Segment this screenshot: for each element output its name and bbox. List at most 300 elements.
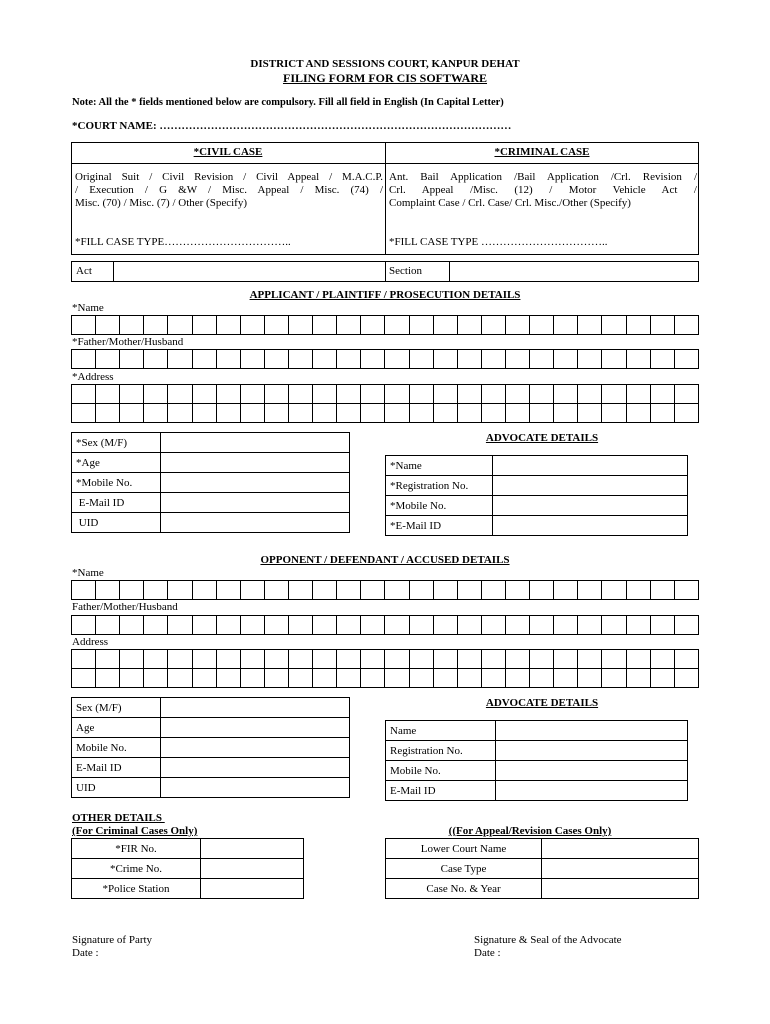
char-cell[interactable] (506, 316, 530, 334)
char-cell[interactable] (289, 581, 313, 599)
char-cell[interactable] (120, 581, 144, 599)
char-cell[interactable] (313, 669, 337, 687)
char-cell[interactable] (265, 404, 289, 422)
opponent-address-label: Address (72, 636, 109, 648)
char-cell[interactable] (602, 669, 626, 687)
char-cell[interactable] (651, 350, 675, 368)
char-cell[interactable] (554, 616, 578, 634)
applicant-address-label: *Address (72, 371, 114, 383)
appeal-details-table (385, 838, 699, 899)
advocate-signature-label: Signature & Seal of the Advocate (474, 934, 622, 946)
char-cell[interactable] (434, 669, 458, 687)
char-cell[interactable] (578, 316, 602, 334)
char-cell[interactable] (385, 350, 409, 368)
char-cell[interactable] (385, 316, 409, 334)
char-cell[interactable] (193, 316, 217, 334)
char-cell[interactable] (458, 616, 482, 634)
civil-case-line: Original Suit / Civil Revision / Civil Appeal / M.A.C.P. (75, 171, 383, 183)
char-cell[interactable] (554, 404, 578, 422)
char-cell[interactable] (193, 616, 217, 634)
criminal-case-heading: *CRIMINAL CASE (494, 146, 590, 158)
char-cell[interactable] (506, 404, 530, 422)
opponent-advocate-table (385, 720, 688, 801)
opponent-relation-grid[interactable] (71, 615, 699, 635)
table-row (386, 859, 699, 879)
char-cell[interactable] (96, 316, 120, 334)
char-cell[interactable] (675, 669, 699, 687)
field-label: Case No. & Year (386, 879, 542, 899)
char-cell[interactable] (651, 616, 675, 634)
char-cell[interactable] (434, 404, 458, 422)
char-cell[interactable] (96, 350, 120, 368)
char-cell[interactable] (120, 404, 144, 422)
char-cell[interactable] (651, 404, 675, 422)
field-label: Name (386, 721, 496, 741)
char-cell[interactable] (168, 650, 192, 668)
char-cell[interactable] (627, 404, 651, 422)
char-cell[interactable] (458, 581, 482, 599)
field-label: *Age (72, 453, 161, 473)
table-row (386, 761, 688, 781)
char-cell[interactable] (482, 350, 506, 368)
field-input[interactable] (201, 859, 304, 879)
table-row (386, 476, 688, 496)
applicant-details-table (71, 432, 350, 533)
char-cell[interactable] (530, 650, 554, 668)
char-cell[interactable] (241, 404, 265, 422)
char-cell[interactable] (434, 385, 458, 403)
char-cell[interactable] (530, 316, 554, 334)
field-input[interactable] (496, 781, 688, 801)
char-cell[interactable] (265, 650, 289, 668)
char-cell[interactable] (602, 616, 626, 634)
party-signature-label: Signature of Party (72, 934, 153, 946)
char-cell[interactable] (241, 316, 265, 334)
field-label: E-Mail ID (72, 493, 161, 513)
field-label: *Mobile No. (386, 496, 493, 516)
char-cell[interactable] (627, 650, 651, 668)
char-cell[interactable] (193, 581, 217, 599)
char-cell[interactable] (554, 650, 578, 668)
char-cell[interactable] (120, 616, 144, 634)
table-row (72, 758, 350, 778)
char-cell[interactable] (193, 404, 217, 422)
char-cell[interactable] (361, 316, 385, 334)
char-cell[interactable] (385, 404, 409, 422)
char-cell[interactable] (337, 616, 361, 634)
field-input[interactable] (542, 859, 699, 879)
char-cell[interactable] (458, 650, 482, 668)
char-cell[interactable] (289, 404, 313, 422)
table-row (386, 879, 699, 899)
char-cell[interactable] (313, 385, 337, 403)
char-cell[interactable] (168, 616, 192, 634)
char-cell[interactable] (482, 616, 506, 634)
field-label: Registration No. (386, 741, 496, 761)
char-cell[interactable] (96, 581, 120, 599)
char-cell[interactable] (265, 316, 289, 334)
applicant-name-grid[interactable] (71, 315, 699, 335)
char-cell[interactable] (651, 316, 675, 334)
char-cell[interactable] (265, 616, 289, 634)
char-cell[interactable] (482, 385, 506, 403)
opponent-details-table (71, 697, 350, 798)
char-cell[interactable] (313, 316, 337, 334)
char-cell[interactable] (168, 385, 192, 403)
criminal-only-heading: (For Criminal Cases Only) (72, 825, 198, 837)
char-cell[interactable] (530, 616, 554, 634)
table-row (72, 879, 304, 899)
char-cell[interactable] (168, 350, 192, 368)
char-cell[interactable] (385, 385, 409, 403)
char-cell[interactable] (96, 385, 120, 403)
char-cell[interactable] (361, 404, 385, 422)
char-cell[interactable] (578, 650, 602, 668)
char-cell[interactable] (651, 650, 675, 668)
field-label: *Name (386, 456, 493, 476)
opponent-relation-label: Father/Mother/Husband (72, 601, 178, 613)
char-cell[interactable] (578, 669, 602, 687)
char-cell[interactable] (265, 669, 289, 687)
char-cell[interactable] (385, 669, 409, 687)
char-cell[interactable] (675, 404, 699, 422)
char-cell[interactable] (434, 650, 458, 668)
char-cell[interactable] (96, 616, 120, 634)
char-cell[interactable] (241, 650, 265, 668)
char-cell[interactable] (458, 404, 482, 422)
char-cell[interactable] (361, 616, 385, 634)
court-name-field[interactable]: *COURT NAME: …………………………………………………………………………………… (72, 120, 512, 132)
char-cell[interactable] (578, 581, 602, 599)
char-cell[interactable] (410, 316, 434, 334)
char-cell[interactable] (168, 404, 192, 422)
char-cell[interactable] (675, 581, 699, 599)
field-input[interactable] (161, 453, 350, 473)
act-input[interactable] (117, 262, 383, 281)
opponent-address-grid[interactable] (71, 649, 699, 669)
char-cell[interactable] (72, 316, 96, 334)
char-cell[interactable] (144, 581, 168, 599)
char-cell[interactable] (602, 385, 626, 403)
char-cell[interactable] (289, 350, 313, 368)
char-cell[interactable] (410, 404, 434, 422)
opponent-advocate-heading: ADVOCATE DETAILS (485, 697, 599, 709)
char-cell[interactable] (554, 669, 578, 687)
char-cell[interactable] (313, 581, 337, 599)
char-cell[interactable] (506, 669, 530, 687)
char-cell[interactable] (602, 350, 626, 368)
field-input[interactable] (161, 758, 350, 778)
char-cell[interactable] (241, 616, 265, 634)
char-cell[interactable] (410, 581, 434, 599)
table-row (72, 859, 304, 879)
opponent-name-grid[interactable] (71, 580, 699, 600)
char-cell[interactable] (193, 650, 217, 668)
char-cell[interactable] (627, 669, 651, 687)
char-cell[interactable] (361, 669, 385, 687)
char-cell[interactable] (120, 669, 144, 687)
applicant-address-grid[interactable] (71, 384, 699, 404)
field-input[interactable] (493, 516, 688, 536)
char-cell[interactable] (627, 385, 651, 403)
char-cell[interactable] (168, 581, 192, 599)
char-cell[interactable] (72, 616, 96, 634)
char-cell[interactable] (337, 316, 361, 334)
char-cell[interactable] (265, 581, 289, 599)
field-label: Sex (M/F) (72, 698, 161, 718)
char-cell[interactable] (482, 581, 506, 599)
char-cell[interactable] (217, 404, 241, 422)
char-cell[interactable] (434, 350, 458, 368)
applicant-address-grid[interactable] (71, 403, 699, 423)
char-cell[interactable] (193, 669, 217, 687)
char-cell[interactable] (385, 581, 409, 599)
field-input[interactable] (161, 718, 350, 738)
char-cell[interactable] (241, 350, 265, 368)
char-cell[interactable] (241, 669, 265, 687)
char-cell[interactable] (289, 385, 313, 403)
char-cell[interactable] (410, 669, 434, 687)
field-input[interactable] (493, 456, 688, 476)
civil-case-heading: *CIVIL CASE (193, 146, 263, 158)
criminal-case-line: Crl. Appeal /Misc. (12) / Motor Vehicle Act / (389, 184, 697, 196)
field-label: Lower Court Name (386, 839, 542, 859)
char-cell[interactable] (241, 581, 265, 599)
char-cell[interactable] (337, 350, 361, 368)
char-cell[interactable] (627, 350, 651, 368)
char-cell[interactable] (410, 650, 434, 668)
other-details-heading: OTHER DETAILS (72, 812, 165, 824)
char-cell[interactable] (482, 669, 506, 687)
char-cell[interactable] (578, 616, 602, 634)
char-cell[interactable] (337, 404, 361, 422)
char-cell[interactable] (96, 669, 120, 687)
case-column-divider (385, 142, 386, 255)
field-input[interactable] (496, 741, 688, 761)
char-cell[interactable] (482, 316, 506, 334)
char-cell[interactable] (337, 669, 361, 687)
char-cell[interactable] (265, 350, 289, 368)
field-input[interactable] (496, 721, 688, 741)
char-cell[interactable] (434, 316, 458, 334)
char-cell[interactable] (217, 581, 241, 599)
char-cell[interactable] (120, 650, 144, 668)
char-cell[interactable] (241, 385, 265, 403)
opponent-address-grid[interactable] (71, 668, 699, 688)
char-cell[interactable] (265, 385, 289, 403)
char-cell[interactable] (578, 350, 602, 368)
char-cell[interactable] (289, 650, 313, 668)
char-cell[interactable] (120, 350, 144, 368)
char-cell[interactable] (217, 385, 241, 403)
applicant-name-label: *Name (72, 302, 104, 314)
char-cell[interactable] (675, 385, 699, 403)
char-cell[interactable] (458, 669, 482, 687)
char-cell[interactable] (434, 616, 458, 634)
char-cell[interactable] (72, 350, 96, 368)
char-cell[interactable] (193, 385, 217, 403)
char-cell[interactable] (434, 581, 458, 599)
table-row (72, 778, 350, 798)
char-cell[interactable] (602, 316, 626, 334)
char-cell[interactable] (289, 669, 313, 687)
char-cell[interactable] (193, 350, 217, 368)
char-cell[interactable] (144, 385, 168, 403)
char-cell[interactable] (72, 385, 96, 403)
field-input[interactable] (161, 433, 350, 453)
char-cell[interactable] (385, 650, 409, 668)
field-input[interactable] (161, 513, 350, 533)
applicant-advocate-table (385, 455, 688, 536)
char-cell[interactable] (482, 650, 506, 668)
char-cell[interactable] (289, 616, 313, 634)
table-row (386, 741, 688, 761)
char-cell[interactable] (458, 316, 482, 334)
note-text: Note: All the * fields mentioned below are compulsory. Fill all field in English (In Capital Letter) (72, 97, 504, 108)
criminal-details-table (71, 838, 304, 899)
char-cell[interactable] (602, 404, 626, 422)
char-cell[interactable] (578, 385, 602, 403)
char-cell[interactable] (144, 669, 168, 687)
char-cell[interactable] (313, 616, 337, 634)
char-cell[interactable] (385, 616, 409, 634)
char-cell[interactable] (554, 385, 578, 403)
char-cell[interactable] (651, 669, 675, 687)
char-cell[interactable] (675, 616, 699, 634)
field-label: E-Mail ID (72, 758, 161, 778)
char-cell[interactable] (168, 669, 192, 687)
civil-case-line: Misc. (70) / Misc. (7) / Other (Specify) (75, 197, 247, 209)
applicant-relation-label: *Father/Mother/Husband (72, 336, 184, 348)
char-cell[interactable] (96, 650, 120, 668)
civil-fill-case-type[interactable]: *FILL CASE TYPE…………………………….. (75, 236, 291, 248)
char-cell[interactable] (168, 316, 192, 334)
char-cell[interactable] (361, 650, 385, 668)
char-cell[interactable] (554, 350, 578, 368)
char-cell[interactable] (675, 650, 699, 668)
field-input[interactable] (161, 493, 350, 513)
char-cell[interactable] (313, 350, 337, 368)
field-input[interactable] (161, 778, 350, 798)
field-label: Mobile No. (72, 738, 161, 758)
char-cell[interactable] (530, 404, 554, 422)
section-input[interactable] (452, 262, 697, 281)
char-cell[interactable] (337, 385, 361, 403)
char-cell[interactable] (410, 350, 434, 368)
char-cell[interactable] (337, 581, 361, 599)
char-cell[interactable] (144, 404, 168, 422)
char-cell[interactable] (217, 350, 241, 368)
char-cell[interactable] (602, 581, 626, 599)
char-cell[interactable] (217, 650, 241, 668)
char-cell[interactable] (627, 616, 651, 634)
char-cell[interactable] (651, 581, 675, 599)
field-label: Age (72, 718, 161, 738)
char-cell[interactable] (72, 650, 96, 668)
char-cell[interactable] (578, 404, 602, 422)
char-cell[interactable] (120, 316, 144, 334)
field-input[interactable] (161, 473, 350, 493)
char-cell[interactable] (120, 385, 144, 403)
char-cell[interactable] (506, 385, 530, 403)
char-cell[interactable] (72, 669, 96, 687)
field-input[interactable] (542, 839, 699, 859)
char-cell[interactable] (217, 669, 241, 687)
field-input[interactable] (493, 476, 688, 496)
field-input[interactable] (493, 496, 688, 516)
char-cell[interactable] (96, 404, 120, 422)
field-input[interactable] (496, 761, 688, 781)
char-cell[interactable] (506, 650, 530, 668)
advocate-date-label: Date : (474, 947, 501, 959)
char-cell[interactable] (337, 650, 361, 668)
char-cell[interactable] (530, 669, 554, 687)
char-cell[interactable] (217, 316, 241, 334)
table-row (72, 493, 350, 513)
char-cell[interactable] (144, 650, 168, 668)
field-label: *Registration No. (386, 476, 493, 496)
char-cell[interactable] (554, 581, 578, 599)
criminal-fill-case-type[interactable]: *FILL CASE TYPE …………………………….. (389, 236, 608, 248)
table-row (72, 453, 350, 473)
field-input[interactable] (201, 839, 304, 859)
char-cell[interactable] (410, 616, 434, 634)
char-cell[interactable] (675, 350, 699, 368)
char-cell[interactable] (217, 616, 241, 634)
char-cell[interactable] (313, 404, 337, 422)
char-cell[interactable] (144, 616, 168, 634)
char-cell[interactable] (361, 385, 385, 403)
char-cell[interactable] (410, 385, 434, 403)
char-cell[interactable] (144, 316, 168, 334)
char-cell[interactable] (289, 316, 313, 334)
field-label: *FIR No. (72, 839, 201, 859)
form-title: FILING FORM FOR CIS SOFTWARE (282, 71, 488, 85)
char-cell[interactable] (72, 404, 96, 422)
table-row (386, 516, 688, 536)
char-cell[interactable] (313, 650, 337, 668)
char-cell[interactable] (602, 650, 626, 668)
field-input[interactable] (201, 879, 304, 899)
char-cell[interactable] (627, 316, 651, 334)
field-input[interactable] (161, 738, 350, 758)
act-section-divider (385, 261, 386, 282)
char-cell[interactable] (458, 350, 482, 368)
table-row (386, 496, 688, 516)
char-cell[interactable] (506, 581, 530, 599)
char-cell[interactable] (530, 385, 554, 403)
char-cell[interactable] (506, 616, 530, 634)
char-cell[interactable] (554, 316, 578, 334)
char-cell[interactable] (506, 350, 530, 368)
table-row (72, 433, 350, 453)
char-cell[interactable] (482, 404, 506, 422)
char-cell[interactable] (458, 385, 482, 403)
char-cell[interactable] (72, 581, 96, 599)
char-cell[interactable] (144, 350, 168, 368)
char-cell[interactable] (675, 316, 699, 334)
field-input[interactable] (542, 879, 699, 899)
applicant-relation-grid[interactable] (71, 349, 699, 369)
char-cell[interactable] (627, 581, 651, 599)
char-cell[interactable] (530, 350, 554, 368)
char-cell[interactable] (361, 581, 385, 599)
char-cell[interactable] (651, 385, 675, 403)
char-cell[interactable] (530, 581, 554, 599)
field-input[interactable] (161, 698, 350, 718)
char-cell[interactable] (361, 350, 385, 368)
civil-case-line: / Execution / G &W / Misc. Appeal / Misc. (74) / (75, 184, 383, 196)
